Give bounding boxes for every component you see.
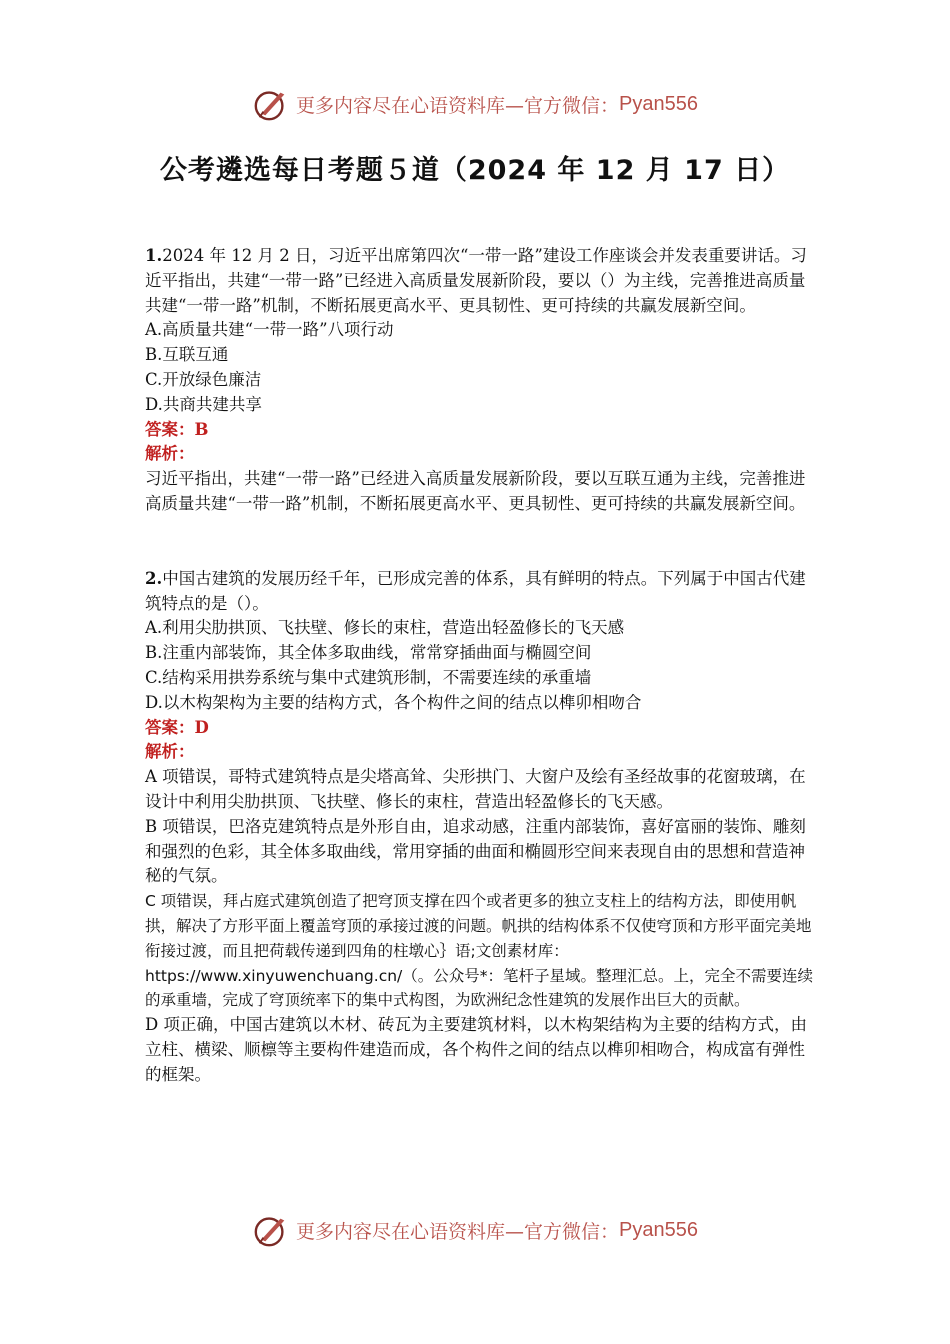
answer: 答案：B: [145, 419, 209, 439]
quill-pen-logo-icon: [252, 1211, 290, 1249]
question-number: 1.: [145, 246, 163, 265]
option-b: B.注重内部装饰，其全体多取曲线，常常穿插曲面与椭圆空间: [145, 643, 592, 663]
analysis-paragraph: D 项正确，中国古建筑以木材、砖瓦为主要建筑材料，以木构架结构为主要的结构方式，由立柱、横梁、顺檩等主要构件建造而成，各个构件之间的结点以榫卯相吻合，构成富有弹性的框架。: [145, 1015, 807, 1084]
banner-text: 更多内容尽在心语资料库—官方微信：: [296, 94, 620, 117]
header-banner: [0, 82, 950, 126]
analysis-label: 解析：: [145, 444, 195, 464]
question-number: 2.: [145, 568, 163, 588]
option-d: D.以木构架构为主要的结构方式，各个构件之间的结点以榫卯相吻合: [145, 692, 642, 712]
option-c: C.结构采用拱券系统与集中式建筑形制，不需要连续的承重墙: [145, 667, 592, 687]
page-title: 公考遴选每日考题５道（2024 年 12 月 17 日）: [159, 155, 791, 186]
option-a: A.利用尖肋拱顶、飞扶壁、修长的束柱，营造出轻盈修长的飞天感: [145, 618, 625, 638]
option-c: C.开放绿色廉洁: [145, 369, 262, 389]
banner-wechat-id: Pyan556: [619, 92, 698, 115]
quill-pen-logo-icon: [252, 85, 290, 123]
option-b: B.互联互通: [145, 345, 229, 365]
analysis-paragraph: B 项错误，巴洛克建筑特点是外形自由，追求动感，注重内部装饰，喜好富丽的装饰、雕刻和强烈的色彩，其全体多取曲线，常用穿插的曲面和椭圆形空间来表现自由的思想和营造神秘的气氛。: [145, 816, 806, 886]
option-a: A.高质量共建“一带一路”八项行动: [145, 320, 394, 340]
question-1-stem: 1.2024 年 12 月 2 日，习近平出席第四次“一带一路”建设工作座谈会并发表重要讲话。习近平指出，共建“一带一路”已经进入高质量发展新阶段，要以（）为主线，完善推进高质量共建“一带一路”机制，不断拓展更高水平、更具韧性、更可持续的共赢发展新空间。: [145, 246, 807, 315]
question-content: [145, 244, 813, 1088]
banner-wechat-id: Pyan556: [619, 1218, 698, 1241]
option-d: D.共商共建共享: [145, 394, 262, 414]
analysis-paragraph: C 项错误，拜占庭式建筑创造了把穹顶支撑在四个或者更多的独立支柱上的结构方法，即使用帆拱，解决了方形平面上覆盖穹顶的承接过渡的问题。帆拱的结构体系不仅使穹顶和方形平面完美地衔接过渡，而且把荷载传递到四角的柱墩心｝语;文创素材库：https://www.xinyuwenchuang.cn/（。公众号*：笔杆子星域。整理汇总。上，完全不需要连续的承重墙，完成了穹顶统率下的集中式构图，为欧洲纪念性建筑的发展作出巨大的贡献。: [145, 892, 814, 1010]
analysis-paragraph: A 项错误，哥特式建筑特点是尖塔高耸、尖形拱门、大窗户及绘有圣经故事的花窗玻璃，在设计中利用尖肋拱顶、飞扶壁、修长的束柱，营造出轻盈修长的飞天感。: [145, 767, 806, 811]
footer-banner: [0, 1208, 950, 1252]
banner-text: 更多内容尽在心语资料库—官方微信：: [296, 1220, 620, 1243]
analysis-label: 解析：: [145, 742, 195, 762]
question-2-stem: 2.中国古建筑的发展历经千年，已形成完善的体系，具有鲜明的特点。下列属于中国古代建筑特点的是（）。: [145, 568, 806, 613]
answer: 答案：D: [145, 717, 209, 737]
analysis-paragraph: 习近平指出，共建“一带一路”已经进入高质量发展新阶段，要以互联互通为主线，完善推进高质量共建“一带一路”机制，不断拓展更高水平、更具韧性、更可持续的共赢发展新空间。: [145, 469, 806, 513]
